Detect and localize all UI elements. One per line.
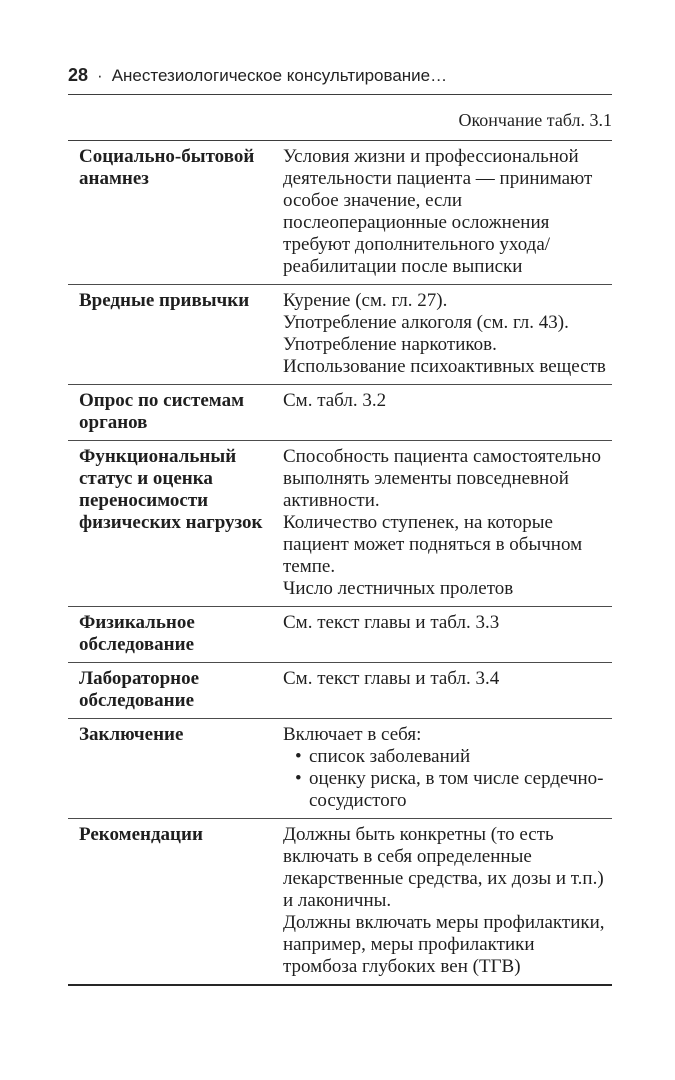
content-line: См. текст главы и табл. 3.4 — [283, 668, 500, 689]
bullet-text: список заболеваний — [309, 746, 471, 767]
row-term: Лабораторное обследование — [79, 668, 200, 711]
content-line: Способность пациента самостоятельно выполнять элементы повседневной активности. — [283, 446, 601, 511]
header-separator-dot: · — [97, 66, 103, 85]
row-content — [283, 446, 612, 600]
bullet-item — [283, 768, 612, 812]
table-row — [68, 607, 612, 663]
row-term: Функциональный статус и оценка переносимости физических нагрузок — [79, 446, 263, 533]
row-term: Социально-бытовой анамнез — [79, 146, 255, 189]
content-line: Должны быть конкретны (то есть включать в себя определенные лекарственные средства, их дозы и т.п.) и лаконичны. — [283, 824, 604, 911]
bullet-item — [283, 746, 612, 768]
row-term: Рекомендации — [79, 824, 203, 845]
content-line: Должны включать меры профилактики, например, меры профилактики тромбоза глубоких вен (ТГВ) — [283, 912, 605, 977]
table-caption: Окончание табл. 3.1 — [458, 110, 612, 130]
row-content — [283, 612, 612, 656]
content-line: Использование психоактивных веществ — [283, 356, 606, 377]
content-line: Включает в себя: — [283, 724, 422, 745]
row-term: Вредные привычки — [79, 290, 250, 311]
content-line: Употребление наркотиков. — [283, 334, 497, 355]
content-line: Условия жизни и профессиональной деятельности пациента — принимают особое значение, если послеоперационные осложнения требуют дополнительного ухода/реабилитации после выписки — [283, 146, 593, 277]
table-row — [68, 441, 612, 607]
row-content — [283, 146, 612, 278]
content-line: Употребление алкоголя (см. гл. 43). — [283, 312, 569, 333]
table-row — [68, 719, 612, 819]
row-content — [283, 824, 612, 978]
row-term: Заключение — [79, 724, 184, 745]
book-page — [68, 64, 612, 986]
row-term: Опрос по системам органов — [79, 390, 245, 433]
content-line: Число лестничных пролетов — [283, 578, 514, 599]
table-row — [68, 819, 612, 986]
row-content — [283, 290, 612, 378]
row-content — [283, 668, 612, 712]
running-header — [68, 64, 612, 95]
preop-review-table — [68, 140, 612, 986]
content-line: Количество ступенек, на которые пациент может подняться в обычном темпе. — [283, 512, 583, 577]
bullet-icon: • — [295, 746, 302, 767]
content-line: Курение (см. гл. 27). — [283, 290, 448, 311]
bullet-text: оценку риска, в том числе сердечно-сосудистого — [309, 768, 604, 811]
content-line: См. табл. 3.2 — [283, 390, 387, 411]
row-term: Физикальное обследование — [79, 612, 195, 655]
bullet-icon: • — [295, 768, 302, 789]
table-row — [68, 385, 612, 441]
table-row — [68, 663, 612, 719]
table-row — [68, 285, 612, 385]
row-content — [283, 724, 612, 812]
running-title: Анестезиологическое консультирование… — [111, 66, 448, 85]
row-content — [283, 390, 612, 434]
table-row — [68, 141, 612, 285]
content-line: См. текст главы и табл. 3.3 — [283, 612, 500, 633]
page-number: 28 — [68, 65, 89, 85]
